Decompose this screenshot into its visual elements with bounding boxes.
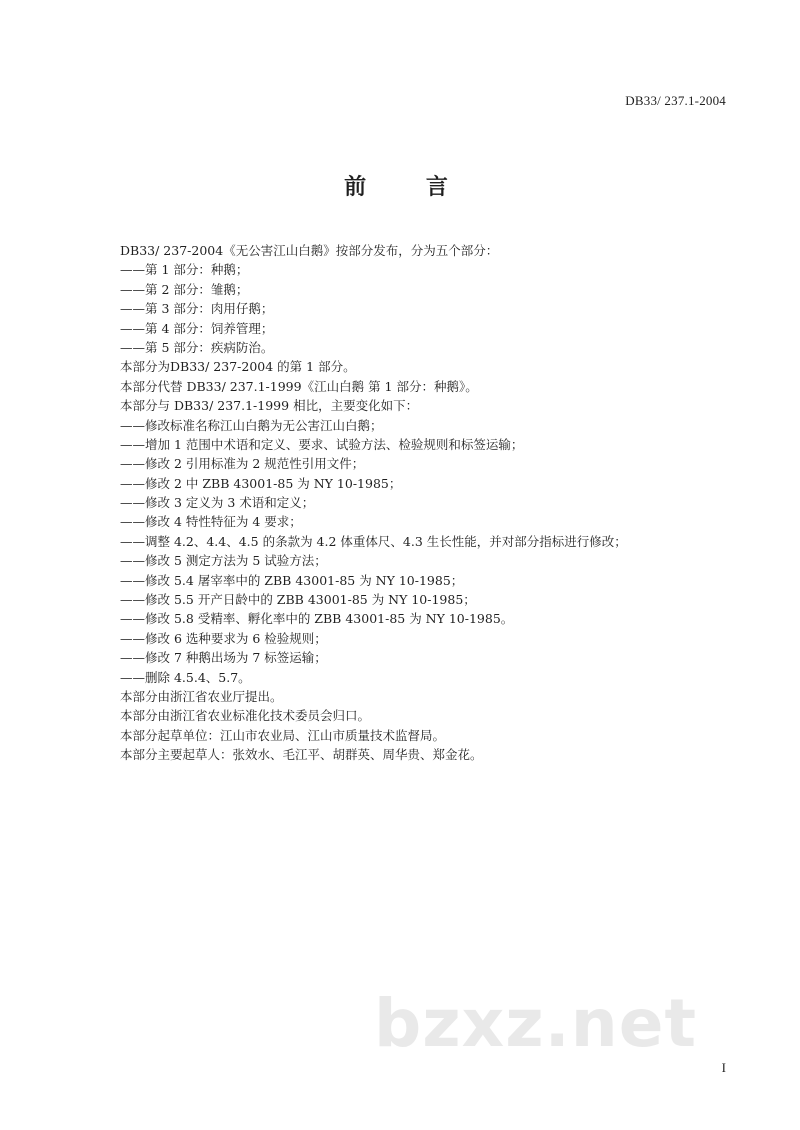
- text-line: 本部分主要起草人：张效水、毛江平、胡群英、周华贵、郑金花。: [120, 747, 483, 763]
- text-line: 本部分为DB33/ 237-2004 的第 1 部分。: [120, 359, 356, 375]
- page-title: 前 言: [344, 174, 474, 200]
- text-line: 本部分由浙江省农业标准化技术委员会归口。: [120, 708, 371, 724]
- text-line: 本部分代替 DB33/ 237.1-1999《江山白鹅 第 1 部分：种鹅》。: [120, 378, 478, 394]
- text-line: ——修改标准名称江山白鹅为无公害江山白鹅；: [120, 417, 383, 433]
- text-line: ——修改 5.5 开产日龄中的 ZBB 43001-85 为 NY 10-1985；: [120, 592, 476, 608]
- text-line: ——修改 7 种鹅出场为 7 标签运输；: [120, 650, 327, 666]
- text-line: ——修改 5 测定方法为 5 试验方法；: [120, 553, 327, 569]
- document-code: DB33/ 237.1-2004: [625, 93, 726, 108]
- watermark: bzxz.net: [374, 985, 698, 1062]
- text-line: ——修改 3 定义为 3 术语和定义；: [120, 495, 315, 511]
- text-line: ——第 2 部分：雏鹅；: [120, 281, 249, 297]
- text-line: 本部分与 DB33/ 237.1-1999 相比，主要变化如下：: [120, 398, 419, 414]
- page-number: I: [721, 1060, 726, 1075]
- text-line: ——第 5 部分：疾病防治。: [120, 339, 274, 355]
- text-line: ——修改 4 特性特征为 4 要求；: [120, 514, 302, 530]
- text-line: ——调整 4.2、4.4、4.5 的条款为 4.2 体重体尺、4.3 生长性能，并对部分指标进行修改；: [120, 533, 627, 549]
- text-line: ——删除 4.5.4、5.7。: [120, 669, 251, 685]
- text-line: 本部分由浙江省农业厅提出。: [120, 688, 283, 704]
- text-line: ——修改 2 中 ZBB 43001-85 为 NY 10-1985；: [120, 475, 402, 491]
- text-line: ——第 1 部分：种鹅；: [120, 262, 249, 278]
- text-line: DB33/ 237-2004《无公害江山白鹅》按部分发布，分为五个部分：: [120, 243, 499, 258]
- text-line: 本部分起草单位：江山市农业局、江山市质量技术监督局。: [120, 727, 446, 743]
- text-line: ——修改 5.8 受精率、孵化率中的 ZBB 43001-85 为 NY 10-1985。: [120, 611, 514, 627]
- text-line: ——修改 6 选种要求为 6 检验规则；: [120, 630, 327, 646]
- text-line: ——第 3 部分：肉用仔鹅；: [120, 301, 274, 317]
- text-line: ——第 4 部分：饲养管理；: [120, 320, 274, 336]
- text-line: ——修改 5.4 屠宰率中的 ZBB 43001-85 为 NY 10-1985；: [120, 572, 464, 588]
- text-line: ——修改 2 引用标准为 2 规范性引用文件；: [120, 456, 365, 472]
- text-line: ——增加 1 范围中术语和定义、要求、试验方法、检验规则和标签运输；: [120, 436, 524, 452]
- foreword-body: [120, 241, 740, 765]
